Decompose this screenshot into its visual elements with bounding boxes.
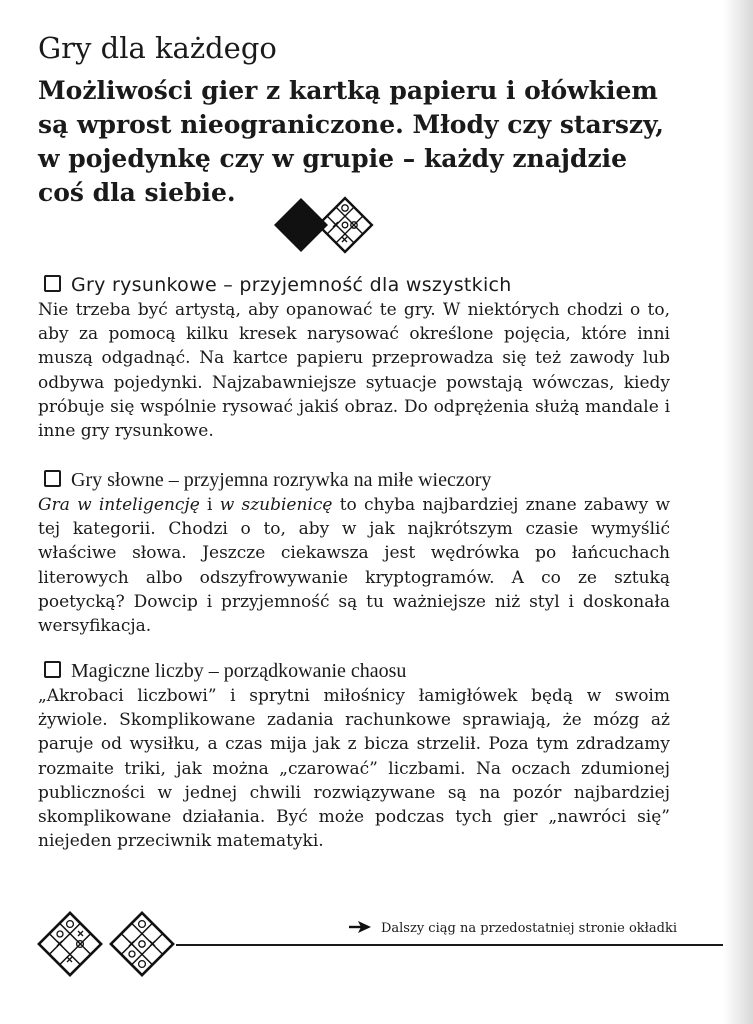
continuation-note-text: Dalszy ciąg na przedostatniej stronie okładki — [380, 921, 677, 936]
tic-tac-toe-diamond-icon — [39, 913, 101, 975]
section-body-word-games: Gra w inteligencję i w szubienicę to chyba najbardziej znane zabawy w tej kategorii. Chodzi o to, aby w jak najkrótszym czasie wymyślić właściwe słowa. Jeszcze ciekawsza jest wędrówka po łańcuchach literowych albo odszyfrowywanie kryptogramów. A co ze sztuką poetycką? Dowcip i przyjemność są tu ważniejsze niż styl i doskonała wersyfikacja. — [38, 495, 670, 637]
section-body-drawing-games: Nie trzeba być artystą, aby opanować te gry. W niektórych chodzi o to, aby za pomocą kilku kresek narysować określone pojęcia, które inni muszą odgadnąć. Na kartce papieru przeprowadza się też zawody lub odbywa pojedynki. Najzabawniejsze sytuacje powstają wówczas, kiedy próbuje się wspólnie rysować jakiś obraz. Do odprężenia służą mandale i inne gry rysunkowe. — [38, 300, 670, 442]
footer-ornament-diamonds-icon — [34, 910, 184, 978]
tic-tac-toe-diamond-icon — [111, 913, 173, 975]
checkbox-icon — [44, 661, 61, 678]
game-title-inteligencja: Gra w inteligencję — [38, 495, 200, 515]
page-edge-shadow — [723, 0, 753, 1024]
continuation-note — [349, 920, 677, 938]
section-body-magic-numbers: „Akrobaci liczbowi” i sprytni miłośnicy łamigłówek będą w swoim żywiole. Skomplikowane zadania rachunkowe sprawiają, że mózg aż paruje od wysiłku, a czas mija jak z bicza strzelił. Poza tym zdradzamy rozmaite triki, jak można „czarować” liczbami. Na oczach zdumionej publiczności w jednej chwili rozwiązywane są na pozór najbardziej skomplikowane działania. Być może podczas tych gier „nawróci się” niejeden przeciwnik matematyki. — [38, 686, 670, 852]
ornament-diamonds-icon — [271, 195, 375, 255]
section-heading-word-games: Gry słowne – przyjemna rozrywka na miłe wieczory — [44, 467, 491, 493]
lead-paragraph: Możliwości gier z kartką papieru i ołówkiem są wprost nieograniczone. Młody czy starszy, w pojedynkę czy w grupie – każdy znajdzie coś dla siebie. — [38, 76, 664, 207]
game-title-szubienica: w szubienicę — [219, 495, 333, 515]
right-arrow-icon — [349, 921, 371, 933]
checkbox-icon — [44, 275, 61, 292]
page-title: Gry dla każdego — [38, 31, 277, 65]
footer-rule — [176, 944, 723, 946]
section-heading-drawing-games: Gry rysunkowe – przyjemność dla wszystkich — [44, 272, 512, 298]
section-heading-magic-numbers: Magiczne liczby – porządkowanie chaosu — [44, 658, 406, 684]
checkbox-icon — [44, 470, 61, 487]
solid-diamond-icon — [274, 198, 328, 252]
